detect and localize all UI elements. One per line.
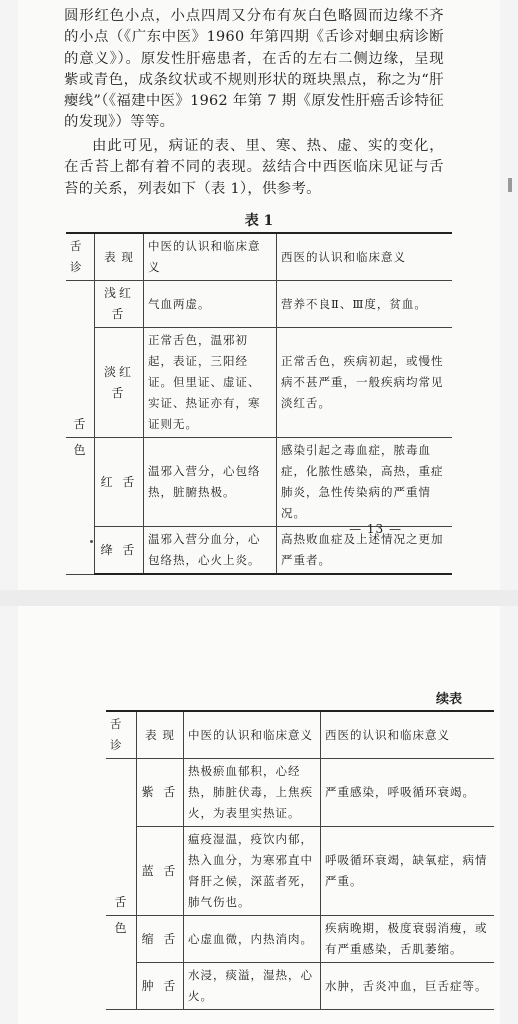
header-cell: 中医的认识和临床意义 <box>184 711 321 759</box>
tcm-cell: 瘟疫湿温，疫饮内郁，热入血分，为寒邪直中肾肝之候，深蓝者死，肺气伤也。 <box>184 827 321 916</box>
tcm-cell: 温邪入营分，心包络热，脏腑热极。 <box>144 438 277 527</box>
category-cell: 舌 <box>66 281 95 438</box>
header-cell: 西医的认识和临床意义 <box>277 233 453 281</box>
wm-cell: 感染引起之毒血症，脓毒血症，化脓性感染，高热，重症肺炎，急性传染病的严重情况。 <box>277 438 453 527</box>
table-title: 表 1 <box>244 213 274 229</box>
body-paragraph: 由此可见，病证的表、里、寒、热、虚、实的变化，在舌苔上都有着不同的表现。兹结合中西医临床见证与舌苔的关系，列表如下（表 1），供参考。 <box>64 138 444 197</box>
wm-cell: 正常舌色，疾病初起，或慢性病不甚严重，一般疾病均常见淡红舌。 <box>277 328 453 438</box>
header-cell: 表 现 <box>137 711 184 759</box>
table-header-row <box>106 711 494 759</box>
table-row <box>106 963 494 1010</box>
header-cell: 舌诊 <box>106 711 137 759</box>
page-separator <box>0 590 518 606</box>
sub-cell: 蓝 舌 <box>137 827 184 916</box>
table-row <box>66 281 452 328</box>
table-row <box>106 759 494 827</box>
header-cell: 表 现 <box>95 233 144 281</box>
sub-cell: 缩 舌 <box>137 916 184 963</box>
tcm-cell: 热极瘀血郁积，心经热，肺脏伏毒，上焦疾火，为表里实热证。 <box>184 759 321 827</box>
wm-cell: 疾病晚期，极度衰弱消瘦，或有严重感染，舌肌萎缩。 <box>321 916 495 963</box>
book-page-14 <box>18 606 500 1024</box>
wm-cell: 严重感染，呼吸循环衰竭。 <box>321 759 495 827</box>
tcm-cell: 温邪入营分血分，心包络热，心火上炎。 <box>144 527 277 575</box>
header-cell: 舌诊 <box>66 233 95 281</box>
header-cell: 西医的认识和临床意义 <box>321 711 495 759</box>
table-row <box>106 916 494 963</box>
table-row <box>66 328 452 438</box>
category-cell: 色 <box>106 916 137 1010</box>
continued-label: 续表 <box>435 692 462 707</box>
category-cell: 色 <box>66 438 95 575</box>
page-number: — 13 — <box>349 522 402 536</box>
sub-cell: 肿 舌 <box>137 963 184 1010</box>
tcm-cell: 正常舌色，温邪初起，表证，三阳经证。但里证、虚证、实证、热证亦有，寒证则无。 <box>144 328 277 438</box>
tcm-cell: 水浸，痰溢，湿热，心火。 <box>184 963 321 1010</box>
sub-cell: 浅红舌 <box>95 281 144 328</box>
sub-cell: 红 舌 <box>95 438 144 527</box>
scrollbar-mark <box>508 178 512 192</box>
category-cell: 舌 <box>106 759 137 916</box>
table-header-row <box>66 233 452 281</box>
sub-cell: 紫 舌 <box>137 759 184 827</box>
tongue-diagnosis-table-continued <box>106 710 494 1010</box>
body-paragraph: 圆形红色小点，小点四周又分布有灰白色略圆而边缘不齐的小点（《广东中医》1960 年第四期《舌诊对蛔虫病诊断的意义》）。原发性肝癌患者，在舌的左右二侧边缘，呈现紫或青色，成条纹状或不规则形状的斑块黑点，称之为“肝瘿线”（《福建中医》1962 年第 7 期《原发性肝癌舌诊特征的发现》）等等。 <box>64 8 444 131</box>
table-row <box>106 827 494 916</box>
tcm-cell: 气血两虚。 <box>144 281 277 328</box>
wm-cell: 呼吸循环衰竭，缺氧症，病情严重。 <box>321 827 495 916</box>
wm-cell: 高热败血症及上述情况之更加严重者。 <box>277 527 453 575</box>
wm-cell: 营养不良Ⅱ、Ⅲ度，贫血。 <box>277 281 453 328</box>
sub-cell: 绛 舌 <box>95 527 144 575</box>
sub-cell: 淡红舌 <box>95 328 144 438</box>
wm-cell: 水肿，舌炎冲血，巨舌症等。 <box>321 963 495 1010</box>
table-row <box>66 438 452 527</box>
ink-speck <box>90 540 93 543</box>
book-page-13 <box>18 0 500 590</box>
tcm-cell: 心虚血微，内热消肉。 <box>184 916 321 963</box>
header-cell: 中医的认识和临床意义 <box>144 233 277 281</box>
